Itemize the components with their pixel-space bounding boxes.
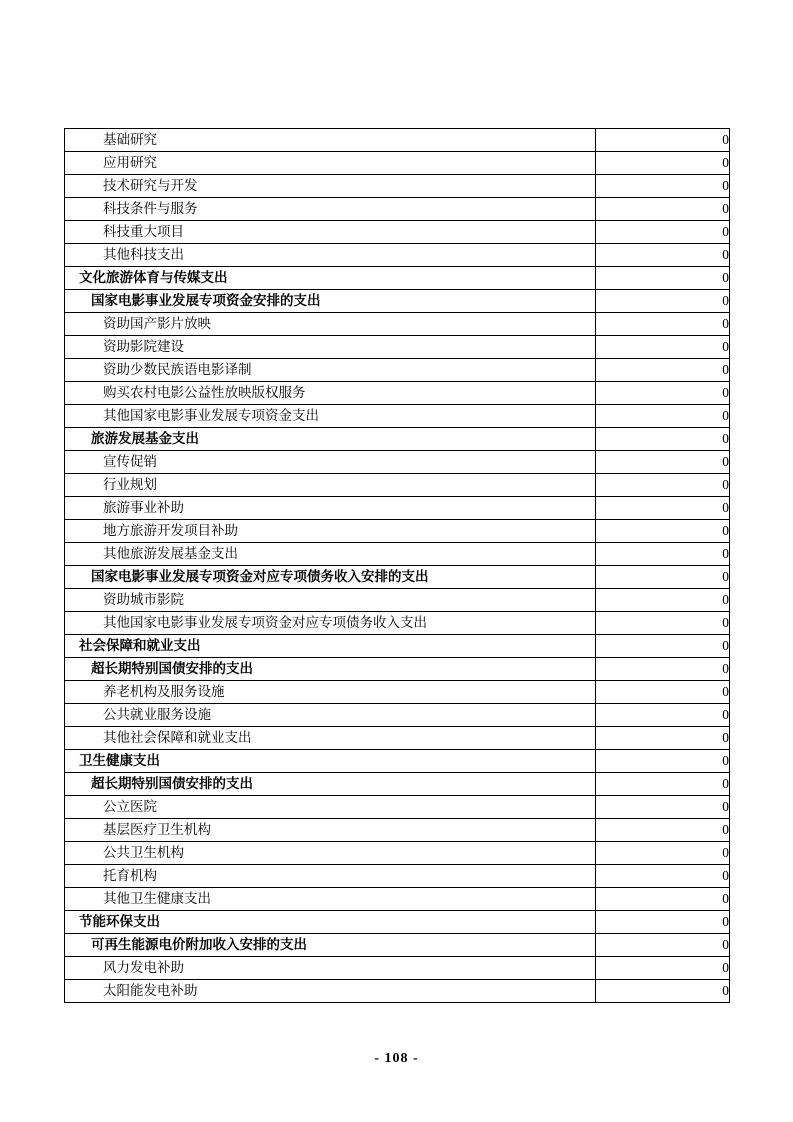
- row-value: 0: [596, 313, 730, 336]
- row-label: [65, 428, 596, 451]
- row-label-text: 其他国家电影事业发展专项资金支出: [103, 408, 319, 423]
- row-label-text: 国家电影事业发展专项资金对应专项债务收入安排的支出: [91, 569, 429, 584]
- row-label-text: 文化旅游体育与传媒支出: [79, 270, 228, 285]
- row-value: 0: [596, 497, 730, 520]
- row-label: [65, 336, 596, 359]
- row-label-text: 养老机构及服务设施: [103, 684, 225, 699]
- table-row: [65, 198, 730, 221]
- row-label-text: 超长期特别国债安排的支出: [91, 661, 253, 676]
- row-label-text: 科技重大项目: [103, 224, 184, 239]
- row-label-text: 公共卫生机构: [103, 845, 184, 860]
- row-value: 0: [596, 336, 730, 359]
- row-value: 0: [596, 635, 730, 658]
- table-row: [65, 704, 730, 727]
- table-row: [65, 129, 730, 152]
- table-row: [65, 888, 730, 911]
- row-label: [65, 221, 596, 244]
- table-row: [65, 796, 730, 819]
- row-label: [65, 819, 596, 842]
- table-row: [65, 313, 730, 336]
- row-value: 0: [596, 152, 730, 175]
- row-value: 0: [596, 980, 730, 1003]
- table-row: [65, 267, 730, 290]
- row-label: [65, 842, 596, 865]
- row-value: 0: [596, 911, 730, 934]
- row-label: [65, 129, 596, 152]
- row-label: [65, 750, 596, 773]
- row-label: [65, 520, 596, 543]
- row-label-text: 购买农村电影公益性放映版权服务: [103, 385, 306, 400]
- row-label: [65, 681, 596, 704]
- table-row: [65, 635, 730, 658]
- table-row: [65, 842, 730, 865]
- table-row: [65, 474, 730, 497]
- row-value: 0: [596, 658, 730, 681]
- row-value: 0: [596, 750, 730, 773]
- row-value: 0: [596, 727, 730, 750]
- table-row: [65, 428, 730, 451]
- table-row: [65, 451, 730, 474]
- row-value: 0: [596, 566, 730, 589]
- row-label: [65, 980, 596, 1003]
- row-label-text: 可再生能源电价附加收入安排的支出: [91, 937, 307, 952]
- row-label-text: 科技条件与服务: [103, 201, 198, 216]
- row-label-text: 资助国产影片放映: [103, 316, 211, 331]
- row-label-text: 社会保障和就业支出: [79, 638, 201, 653]
- row-label: [65, 911, 596, 934]
- table-row: [65, 152, 730, 175]
- table-row: [65, 405, 730, 428]
- row-label-text: 其他旅游发展基金支出: [103, 546, 238, 561]
- row-label: [65, 865, 596, 888]
- row-label: [65, 497, 596, 520]
- table-row: [65, 727, 730, 750]
- row-label: [65, 244, 596, 267]
- row-label: [65, 290, 596, 313]
- row-value: 0: [596, 704, 730, 727]
- table-row: [65, 773, 730, 796]
- table-row: [65, 520, 730, 543]
- table-row: [65, 681, 730, 704]
- row-label-text: 应用研究: [103, 155, 157, 170]
- row-value: 0: [596, 359, 730, 382]
- row-label: [65, 589, 596, 612]
- row-value: 0: [596, 428, 730, 451]
- row-value: 0: [596, 198, 730, 221]
- row-label: [65, 313, 596, 336]
- row-label-text: 公立医院: [103, 799, 157, 814]
- row-value: 0: [596, 290, 730, 313]
- row-label: [65, 934, 596, 957]
- row-label-text: 资助影院建设: [103, 339, 184, 354]
- row-label: [65, 382, 596, 405]
- row-label-text: 其他卫生健康支出: [103, 891, 211, 906]
- row-label: [65, 175, 596, 198]
- row-value: 0: [596, 520, 730, 543]
- row-label-text: 其他科技支出: [103, 247, 184, 262]
- row-label: [65, 566, 596, 589]
- row-label-text: 宣传促销: [103, 454, 157, 469]
- table-row: [65, 566, 730, 589]
- row-label-text: 资助少数民族语电影译制: [103, 362, 252, 377]
- row-value: 0: [596, 796, 730, 819]
- table-row: [65, 221, 730, 244]
- row-label-text: 技术研究与开发: [103, 178, 198, 193]
- row-value: 0: [596, 382, 730, 405]
- table-row: [65, 589, 730, 612]
- row-value: 0: [596, 934, 730, 957]
- table-row: [65, 865, 730, 888]
- row-label-text: 地方旅游开发项目补助: [103, 523, 238, 538]
- row-label-text: 太阳能发电补助: [103, 983, 198, 998]
- row-label: [65, 773, 596, 796]
- row-label-text: 旅游事业补助: [103, 500, 184, 515]
- table-row: [65, 934, 730, 957]
- row-label: [65, 405, 596, 428]
- table-row: [65, 612, 730, 635]
- row-label: [65, 198, 596, 221]
- row-label-text: 其他国家电影事业发展专项资金对应专项债务收入支出: [103, 615, 427, 630]
- table-row: [65, 359, 730, 382]
- row-value: 0: [596, 474, 730, 497]
- row-value: 0: [596, 842, 730, 865]
- row-value: 0: [596, 589, 730, 612]
- row-value: 0: [596, 865, 730, 888]
- row-label: [65, 704, 596, 727]
- row-label: [65, 451, 596, 474]
- table-row: [65, 497, 730, 520]
- row-label-text: 旅游发展基金支出: [91, 431, 199, 446]
- row-label-text: 基础研究: [103, 132, 157, 147]
- row-value: 0: [596, 543, 730, 566]
- row-value: 0: [596, 888, 730, 911]
- row-value: 0: [596, 244, 730, 267]
- row-label-text: 风力发电补助: [103, 960, 184, 975]
- table-row: [65, 911, 730, 934]
- row-label: [65, 796, 596, 819]
- row-label-text: 卫生健康支出: [79, 753, 160, 768]
- table-row: [65, 543, 730, 566]
- page-number: - 108 -: [374, 1051, 419, 1066]
- table-row: [65, 658, 730, 681]
- row-label-text: 托育机构: [103, 868, 157, 883]
- row-label: [65, 658, 596, 681]
- table-row: [65, 290, 730, 313]
- row-label-text: 基层医疗卫生机构: [103, 822, 211, 837]
- row-value: 0: [596, 451, 730, 474]
- row-label: [65, 267, 596, 290]
- row-label-text: 其他社会保障和就业支出: [103, 730, 252, 745]
- row-value: 0: [596, 405, 730, 428]
- table-row: [65, 175, 730, 198]
- table-row: [65, 980, 730, 1003]
- row-value: 0: [596, 957, 730, 980]
- table-row: [65, 750, 730, 773]
- row-label-text: 行业规划: [103, 477, 157, 492]
- table-row: [65, 336, 730, 359]
- row-label-text: 节能环保支出: [79, 914, 160, 929]
- table-body: [65, 129, 730, 1003]
- table-row: [65, 957, 730, 980]
- row-label: [65, 888, 596, 911]
- row-label: [65, 359, 596, 382]
- row-label: [65, 543, 596, 566]
- row-label: [65, 612, 596, 635]
- row-label: [65, 152, 596, 175]
- table-row: [65, 819, 730, 842]
- row-label-text: 国家电影事业发展专项资金安排的支出: [91, 293, 321, 308]
- row-value: 0: [596, 612, 730, 635]
- row-value: 0: [596, 267, 730, 290]
- row-value: 0: [596, 773, 730, 796]
- row-label: [65, 957, 596, 980]
- table-row: [65, 244, 730, 267]
- row-value: 0: [596, 129, 730, 152]
- row-value: 0: [596, 175, 730, 198]
- row-value: 0: [596, 681, 730, 704]
- row-label-text: 超长期特别国债安排的支出: [91, 776, 253, 791]
- row-label: [65, 635, 596, 658]
- row-value: 0: [596, 221, 730, 244]
- row-label-text: 公共就业服务设施: [103, 707, 211, 722]
- row-label-text: 资助城市影院: [103, 592, 184, 607]
- row-value: 0: [596, 819, 730, 842]
- row-label: [65, 727, 596, 750]
- row-label: [65, 474, 596, 497]
- budget-expenditure-table: [64, 128, 730, 1003]
- table-row: [65, 382, 730, 405]
